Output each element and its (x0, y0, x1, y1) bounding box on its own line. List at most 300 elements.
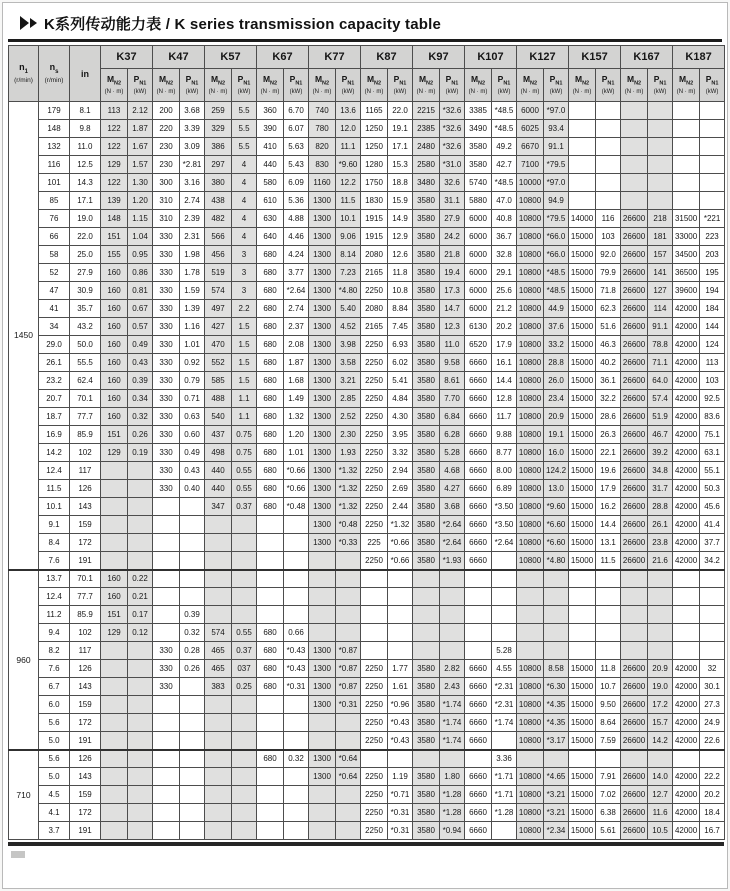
pn1-cell (232, 732, 257, 750)
mn2-header: $M_{N2}$ (N · m) (413, 69, 440, 102)
mn2-cell (621, 750, 648, 768)
speed-group-label: 960 (9, 570, 39, 750)
pn1-cell (180, 732, 205, 750)
pn1-cell: *1.74 (492, 714, 517, 732)
pn1-cell: 0.67 (128, 300, 153, 318)
pn1-cell: 3 (232, 246, 257, 264)
mn2-cell (101, 750, 128, 768)
ns-cell: 66 (39, 228, 70, 246)
pn1-cell: *0.64 (336, 750, 361, 768)
mn2-cell (205, 570, 232, 588)
in-cell: 14.3 (70, 174, 101, 192)
mn2-cell: 330 (153, 264, 180, 282)
mn2-cell: 26600 (621, 246, 648, 264)
mn2-cell: 1300 (309, 318, 336, 336)
pn1-cell: 8.58 (544, 660, 569, 678)
mn2-cell: 1300 (309, 390, 336, 408)
pn1-cell (596, 624, 621, 642)
pn1-header: $P_{N1}$ (kW) (180, 69, 205, 102)
mn2-cell: 3580 (465, 156, 492, 174)
pn1-cell (648, 192, 673, 210)
ns-cell: 34 (39, 318, 70, 336)
pn1-cell: 144 (700, 318, 725, 336)
pn1-cell: 92.5 (700, 390, 725, 408)
pn1-cell: 20.2 (492, 318, 517, 336)
mn2-cell: 470 (205, 336, 232, 354)
pn1-cell: 31.1 (440, 192, 465, 210)
mn2-cell: 10800 (517, 786, 544, 804)
pn1-cell: 1.19 (388, 768, 413, 786)
pn1-cell: *1.32 (388, 516, 413, 534)
gear-header-k67: K67 (257, 46, 309, 69)
pn1-cell: *0.31 (388, 822, 413, 840)
mn2-cell: 15000 (569, 300, 596, 318)
pn1-cell: 0.37 (232, 498, 257, 516)
in-cell: 126 (70, 660, 101, 678)
pn1-cell (388, 624, 413, 642)
pn1-cell: 57.4 (648, 390, 673, 408)
pn1-cell: 11.0 (440, 336, 465, 354)
mn2-cell: 26600 (621, 462, 648, 480)
pn1-cell (232, 552, 257, 570)
mn2-header: $M_{N2}$ (N · m) (309, 69, 336, 102)
pn1-cell: 13.1 (596, 534, 621, 552)
gear-header-k157: K157 (569, 46, 621, 69)
ns-cell: 101 (39, 174, 70, 192)
mn2-cell: 3580 (413, 246, 440, 264)
pn1-cell: 2.74 (180, 192, 205, 210)
pn1-cell: 0.12 (128, 624, 153, 642)
pn1-cell: 4 (232, 156, 257, 174)
pn1-cell (180, 588, 205, 606)
pn1-cell: *48.5 (544, 264, 569, 282)
mn2-cell (465, 642, 492, 660)
mn2-cell: 465 (205, 642, 232, 660)
mn2-cell (101, 732, 128, 750)
mn2-cell: 3580 (413, 408, 440, 426)
pn1-cell: *2.34 (544, 822, 569, 840)
mn2-cell: 2250 (361, 696, 388, 714)
mn2-cell: 42000 (673, 354, 700, 372)
in-cell: 126 (70, 750, 101, 768)
mn2-cell: 15000 (569, 282, 596, 300)
pn1-header: $P_{N1}$ (kW) (596, 69, 621, 102)
mn2-cell (153, 624, 180, 642)
pn1-cell: 037 (232, 660, 257, 678)
mn2-header: $M_{N2}$ (N · m) (153, 69, 180, 102)
pn1-cell: 51.6 (596, 318, 621, 336)
mn2-cell: 3580 (413, 228, 440, 246)
pn1-cell: 2.39 (180, 210, 205, 228)
table-row (9, 516, 725, 534)
pn1-cell (492, 552, 517, 570)
pn1-cell: 17.2 (648, 696, 673, 714)
pn1-cell: *2.64 (492, 534, 517, 552)
mn2-cell (465, 624, 492, 642)
pn1-cell: 1.77 (388, 660, 413, 678)
gear-header-k167: K167 (621, 46, 673, 69)
pn1-cell: *1.93 (440, 552, 465, 570)
mn2-cell: 3580 (413, 264, 440, 282)
mn2-cell: 31500 (673, 210, 700, 228)
mn2-cell: 680 (257, 444, 284, 462)
mn2-cell: 3580 (413, 660, 440, 678)
mn2-cell: 36500 (673, 264, 700, 282)
pn1-cell (544, 570, 569, 588)
mn2-cell: 330 (153, 354, 180, 372)
mn2-header: $M_{N2}$ (N · m) (101, 69, 128, 102)
pn1-cell: *2.64 (440, 516, 465, 534)
mn2-cell: 42000 (673, 480, 700, 498)
mn2-cell: 574 (205, 282, 232, 300)
pn1-cell: *2.64 (284, 282, 309, 300)
pn1-cell: 2.08 (284, 336, 309, 354)
pn1-cell (648, 588, 673, 606)
pn1-cell: *221 (700, 210, 725, 228)
mn2-cell: 2480 (413, 138, 440, 156)
mn2-cell (517, 588, 544, 606)
mn2-cell: 42000 (673, 696, 700, 714)
pn1-cell: 1.78 (180, 264, 205, 282)
pn1-cell (388, 588, 413, 606)
pn1-cell: 1.39 (180, 300, 205, 318)
pn1-cell: 1.61 (388, 678, 413, 696)
mn2-cell: 230 (153, 138, 180, 156)
mn2-cell: 2165 (361, 318, 388, 336)
mn2-cell (101, 660, 128, 678)
mn2-cell: 780 (309, 120, 336, 138)
pn1-cell: 141 (648, 264, 673, 282)
pn1-cell (700, 642, 725, 660)
pn1-cell: 5.5 (232, 138, 257, 156)
mn2-cell: 26600 (621, 714, 648, 732)
mn2-cell: 2580 (413, 156, 440, 174)
pn1-cell (180, 570, 205, 588)
pn1-cell: 4.88 (284, 210, 309, 228)
pn1-cell: 23.4 (544, 390, 569, 408)
pn1-cell: 4.46 (284, 228, 309, 246)
mn2-cell: 6660 (465, 696, 492, 714)
mn2-cell (309, 588, 336, 606)
pn1-cell: 8.00 (492, 462, 517, 480)
mn2-cell: 610 (257, 192, 284, 210)
gear-header-k57: K57 (205, 46, 257, 69)
pn1-cell: 26.1 (648, 516, 673, 534)
mn2-cell: 42000 (673, 408, 700, 426)
mn2-cell: 2250 (361, 408, 388, 426)
mn2-cell: 1300 (309, 408, 336, 426)
mn2-cell: 10800 (517, 444, 544, 462)
pn1-cell: *1.28 (440, 786, 465, 804)
pn1-cell: *0.31 (336, 696, 361, 714)
mn2-cell: 10800 (517, 714, 544, 732)
pn1-cell: 2.69 (388, 480, 413, 498)
pn1-cell: 3.09 (180, 138, 205, 156)
ns-cell: 26.1 (39, 354, 70, 372)
pn1-cell (700, 120, 725, 138)
mn2-cell: 3580 (413, 336, 440, 354)
pn1-cell (440, 642, 465, 660)
speed-group-label: 710 (9, 750, 39, 840)
mn2-cell: 160 (101, 588, 128, 606)
pn1-cell: 34.2 (700, 552, 725, 570)
mn2-cell: 310 (153, 192, 180, 210)
pn1-cell (128, 804, 153, 822)
mn2-cell (205, 534, 232, 552)
mn2-cell: 552 (205, 354, 232, 372)
mn2-cell: 15000 (569, 228, 596, 246)
pn1-cell: 14.4 (492, 372, 517, 390)
pn1-cell (128, 498, 153, 516)
ns-cell: 16.9 (39, 426, 70, 444)
pn1-cell: 21.6 (648, 552, 673, 570)
table-row (9, 426, 725, 444)
mn2-cell: 15000 (569, 660, 596, 678)
bottom-rule (8, 842, 724, 846)
pn1-cell: 12.7 (648, 786, 673, 804)
pn1-cell: 19.6 (596, 462, 621, 480)
pn1-cell: 0.60 (180, 426, 205, 444)
pn1-cell: 0.28 (180, 642, 205, 660)
pn1-cell (648, 642, 673, 660)
pn1-cell (492, 570, 517, 588)
pn1-cell (648, 120, 673, 138)
mn2-cell: 680 (257, 642, 284, 660)
mn2-cell: 330 (153, 660, 180, 678)
mn2-cell: 3580 (413, 444, 440, 462)
pn1-cell: 0.19 (128, 444, 153, 462)
pn1-cell (700, 624, 725, 642)
mn2-cell (569, 642, 596, 660)
ns-cell: 11.2 (39, 606, 70, 624)
pn1-cell: 42.7 (492, 156, 517, 174)
pn1-cell: *31.0 (440, 156, 465, 174)
in-cell: 159 (70, 786, 101, 804)
pn1-cell: 1.04 (128, 228, 153, 246)
mn2-cell: 330 (153, 642, 180, 660)
pn1-cell: *32.6 (440, 120, 465, 138)
in-cell: 191 (70, 552, 101, 570)
pn1-cell: 1.1 (232, 390, 257, 408)
ns-cell: 20.7 (39, 390, 70, 408)
capacity-table (8, 45, 725, 840)
mn2-cell (257, 768, 284, 786)
mn2-cell: 1915 (361, 210, 388, 228)
mn2-cell: 3580 (413, 282, 440, 300)
pn1-cell: 20.9 (544, 408, 569, 426)
mn2-cell: 497 (205, 300, 232, 318)
pn1-header: $P_{N1}$ (kW) (700, 69, 725, 102)
ns-cell: 29.0 (39, 336, 70, 354)
pn1-cell (128, 462, 153, 480)
mn2-cell: 10800 (517, 822, 544, 840)
mn2-cell (361, 624, 388, 642)
pn1-cell: *48.5 (544, 282, 569, 300)
mn2-cell: 3580 (413, 804, 440, 822)
pn1-cell (128, 732, 153, 750)
mn2-cell: 3580 (413, 768, 440, 786)
mn2-cell: 2250 (361, 822, 388, 840)
mn2-cell: 15000 (569, 516, 596, 534)
pn1-cell (284, 804, 309, 822)
pn1-cell: *6.60 (544, 534, 569, 552)
mn2-cell: 10800 (517, 336, 544, 354)
pn1-cell: 17.9 (596, 480, 621, 498)
mn2-cell (413, 570, 440, 588)
pn1-cell: 3.77 (284, 264, 309, 282)
pn1-cell: 7.02 (596, 786, 621, 804)
mn2-cell (309, 714, 336, 732)
pn1-cell: 16.7 (700, 822, 725, 840)
mn2-cell: 1300 (309, 660, 336, 678)
pn1-cell (232, 804, 257, 822)
pn1-cell: 2.2 (232, 300, 257, 318)
mn2-cell: 10800 (517, 372, 544, 390)
mn2-cell (101, 516, 128, 534)
table-row (9, 552, 725, 570)
mn2-cell: 122 (101, 174, 128, 192)
pn1-cell (284, 732, 309, 750)
pn1-cell: *2.31 (492, 678, 517, 696)
mn2-cell: 330 (153, 444, 180, 462)
mn2-cell: 2385 (413, 120, 440, 138)
mn2-cell: 15000 (569, 354, 596, 372)
ns-cell: 116 (39, 156, 70, 174)
in-cell: 102 (70, 624, 101, 642)
table-row (9, 264, 725, 282)
mn2-cell: 15000 (569, 426, 596, 444)
pn1-cell: 5.28 (492, 642, 517, 660)
pn1-cell: 3.98 (336, 336, 361, 354)
table-row (9, 642, 725, 660)
pn1-cell: *0.66 (388, 552, 413, 570)
in-cell: 172 (70, 714, 101, 732)
mn2-cell: 42000 (673, 444, 700, 462)
mn2-cell: 10800 (517, 390, 544, 408)
pn1-cell (544, 606, 569, 624)
pn1-cell (596, 138, 621, 156)
mn2-cell: 230 (153, 156, 180, 174)
mn2-cell: 15000 (569, 768, 596, 786)
mn2-cell (101, 462, 128, 480)
mn2-cell: 680 (257, 246, 284, 264)
mn2-cell: 2250 (361, 372, 388, 390)
mn2-cell (621, 642, 648, 660)
pn1-cell: 1.01 (180, 336, 205, 354)
pn1-cell: 5.41 (388, 372, 413, 390)
pn1-cell: *4.80 (544, 552, 569, 570)
mn2-cell: 7100 (517, 156, 544, 174)
mn2-cell (257, 516, 284, 534)
mn2-cell: 26600 (621, 228, 648, 246)
pn1-cell: 2.82 (440, 660, 465, 678)
pn1-cell: 1.32 (284, 408, 309, 426)
ns-cell: 23.2 (39, 372, 70, 390)
pn1-cell: 4.52 (336, 318, 361, 336)
mn2-cell (205, 750, 232, 768)
mn2-cell: 1300 (309, 750, 336, 768)
mn2-cell: 15000 (569, 804, 596, 822)
mn2-cell: 42000 (673, 462, 700, 480)
pn1-cell: *32.6 (440, 138, 465, 156)
mn2-cell: 3580 (413, 318, 440, 336)
mn2-cell: 680 (257, 426, 284, 444)
mn2-cell: 26600 (621, 498, 648, 516)
mn2-cell: 10800 (517, 354, 544, 372)
mn2-cell: 440 (257, 156, 284, 174)
pn1-cell: 6.02 (388, 354, 413, 372)
pn1-cell (284, 786, 309, 804)
mn2-cell: 42000 (673, 300, 700, 318)
in-cell: 143 (70, 768, 101, 786)
mn2-cell: 465 (205, 660, 232, 678)
ns-cell: 11.5 (39, 480, 70, 498)
ns-cell: 5.6 (39, 714, 70, 732)
table-row (9, 822, 725, 840)
mn2-cell: 26600 (621, 390, 648, 408)
mn2-cell: 6660 (465, 534, 492, 552)
pn1-cell (596, 156, 621, 174)
mn2-cell: 380 (205, 174, 232, 192)
mn2-cell (569, 102, 596, 120)
gear-header-k127: K127 (517, 46, 569, 69)
pn1-cell: 1.5 (232, 318, 257, 336)
pn1-cell: *0.43 (284, 660, 309, 678)
in-cell: 77.7 (70, 408, 101, 426)
mn2-cell (153, 732, 180, 750)
mn2-cell (101, 642, 128, 660)
in-cell: 8.1 (70, 102, 101, 120)
mn2-cell: 3580 (413, 534, 440, 552)
mn2-cell (413, 588, 440, 606)
mn2-cell: 42000 (673, 678, 700, 696)
pn1-cell (700, 102, 725, 120)
mn2-cell: 15000 (569, 444, 596, 462)
mn2-cell: 10800 (517, 678, 544, 696)
table-row (9, 660, 725, 678)
pn1-cell (388, 570, 413, 588)
pn1-cell: 1.20 (284, 426, 309, 444)
pn1-cell (596, 192, 621, 210)
mn2-cell: 160 (101, 408, 128, 426)
mn2-cell: 160 (101, 570, 128, 588)
pn1-cell: 5.5 (232, 120, 257, 138)
mn2-cell: 1300 (309, 192, 336, 210)
mn2-cell (205, 768, 232, 786)
mn2-cell: 1300 (309, 282, 336, 300)
pn1-cell: 26.0 (544, 372, 569, 390)
pn1-cell: *0.87 (336, 678, 361, 696)
pn1-cell: 103 (700, 372, 725, 390)
pn1-cell (492, 732, 517, 750)
pn1-cell (440, 750, 465, 768)
pn1-cell: 1.87 (284, 354, 309, 372)
pn1-cell: *0.66 (388, 534, 413, 552)
pn1-cell: 0.55 (232, 480, 257, 498)
pn1-cell: 194 (700, 282, 725, 300)
mn2-cell: 1300 (309, 534, 336, 552)
mn2-cell: 680 (257, 480, 284, 498)
pn1-cell: 0.39 (180, 606, 205, 624)
in-cell: 85.9 (70, 606, 101, 624)
pn1-header: $P_{N1}$ (kW) (388, 69, 413, 102)
mn2-cell: 129 (101, 156, 128, 174)
mn2-cell: 26600 (621, 822, 648, 840)
mn2-cell: 26600 (621, 354, 648, 372)
mn2-cell: 360 (257, 102, 284, 120)
pn1-cell: 0.21 (128, 588, 153, 606)
mn2-cell: 26600 (621, 678, 648, 696)
